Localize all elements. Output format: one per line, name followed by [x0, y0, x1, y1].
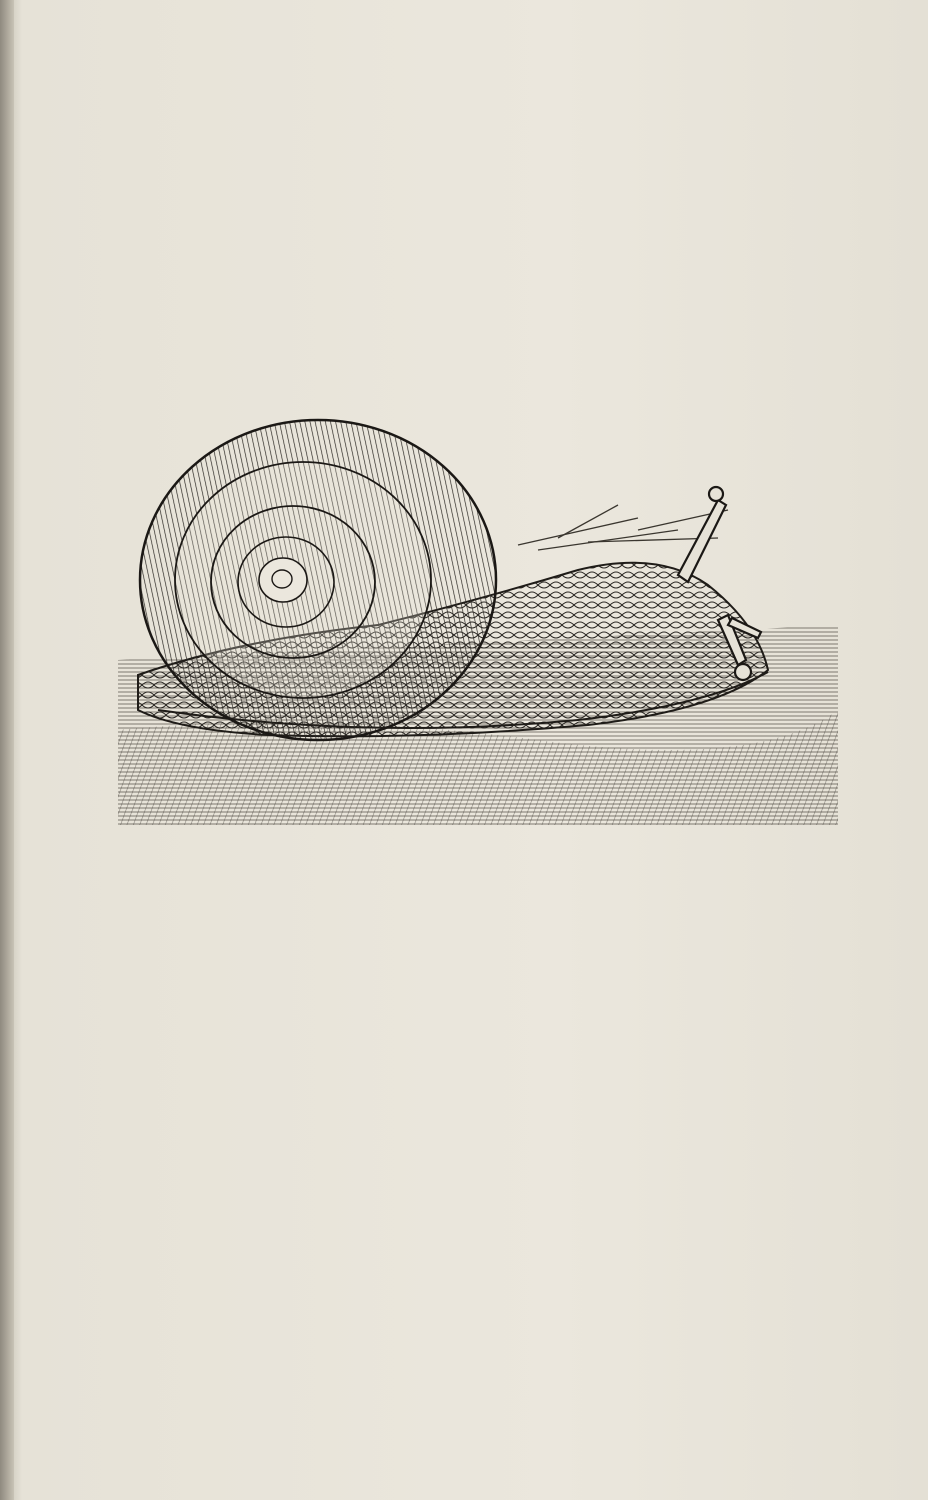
margin-marks — [1, 1090, 13, 1390]
snail-illustration — [118, 410, 838, 825]
